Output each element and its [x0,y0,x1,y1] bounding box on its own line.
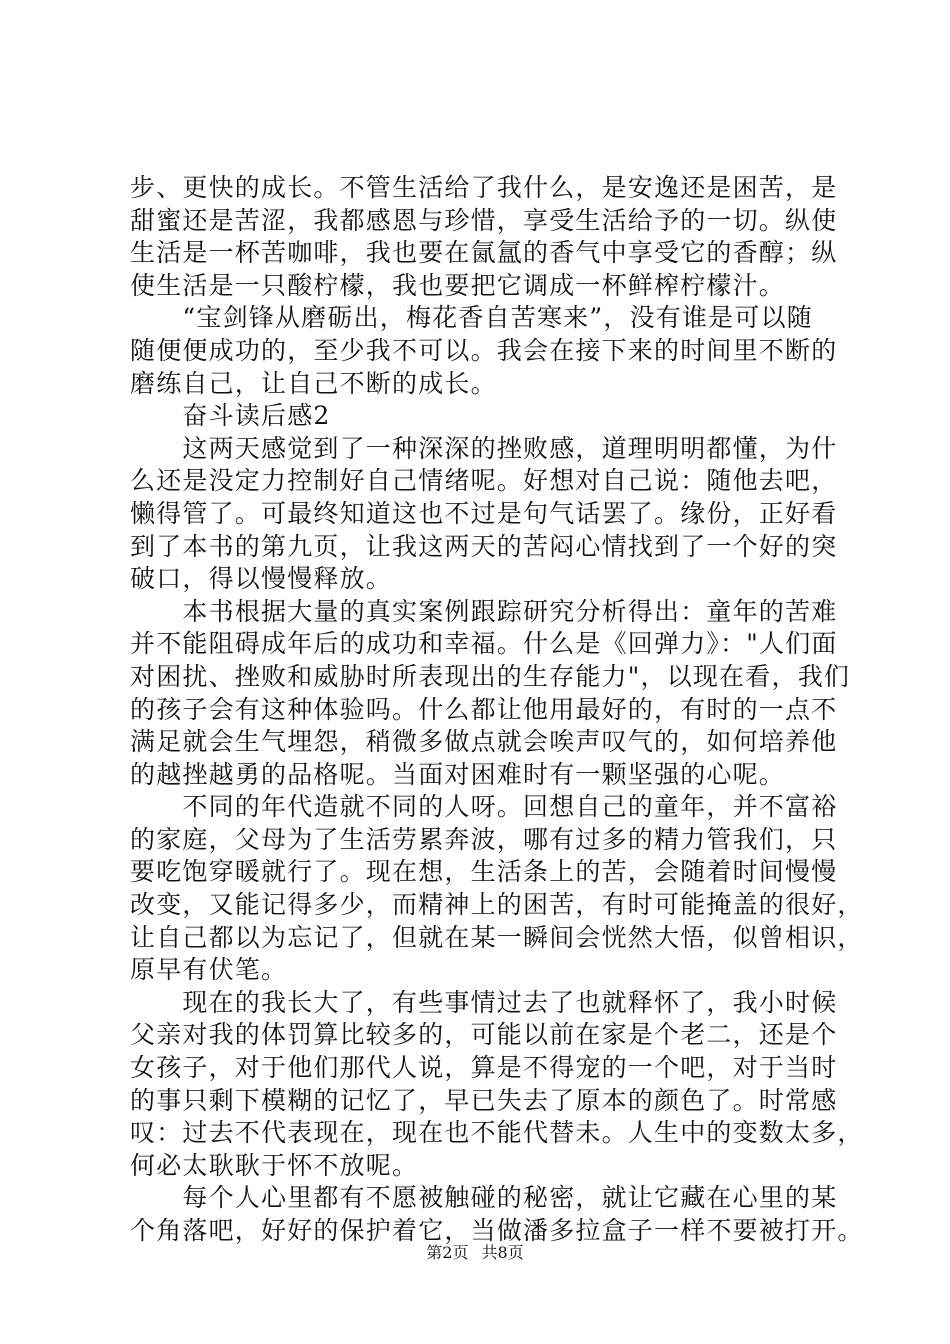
text-line: 这两天感觉到了一种深深的挫败感，道理明明都懂，为什 [130,433,838,463]
text-line: 的事只剩下模糊的记忆了，早已失去了原本的颜色了。时常感 [130,1085,838,1115]
text-line: 父亲对我的体罚算比较多的，可能以前在家是个老二，还是个 [130,1020,838,1050]
text-line: 改变，又能记得多少，而精神上的困苦，有时可能掩盖的很好， [130,890,864,920]
text-line: 不同的年代造就不同的人呀。回想自己的童年，并不富裕 [130,792,838,822]
text-line: 使生活是一只酸柠檬，我也要把它调成一杯鲜榨柠檬汁。 [130,270,786,300]
text-line: 的孩子会有这种体验吗。什么都让他用最好的，有时的一点不 [130,694,838,724]
text-line: 原早有伏笔。 [130,955,288,985]
text-line: 要吃饱穿暖就行了。现在想，生活条上的苦，会随着时间慢慢 [130,857,838,887]
text-line: 满足就会生气埋怨，稍微多做点就会唉声叹气的，如何培养他 [130,727,838,757]
text-line: 到了本书的第九页，让我这两天的苦闷心情找到了一个好的突 [130,531,838,561]
section-heading: 奋斗读后感2 [130,401,331,431]
text-line: 生活是一杯苦咖啡，我也要在氤氲的香气中享受它的香醇；纵 [130,238,838,268]
text-line: 懒得管了。可最终知道这也不过是句气话罢了。缘份，正好看 [130,498,838,528]
page-footer [0,1243,950,1263]
text-line: 的家庭，父母为了生活劳累奔波，哪有过多的精力管我们，只 [130,824,838,854]
text-line: 随便便成功的，至少我不可以。我会在接下来的时间里不断的 [130,335,838,365]
text-line: 每个人心里都有不愿被触碰的秘密，就让它藏在心里的某 [130,1183,838,1213]
text-line: 现在的我长大了，有些事情过去了也就释怀了，我小时候 [130,987,838,1017]
text-line: 让自己都以为忘记了，但就在某一瞬间会恍然大悟，似曾相识， [130,922,864,952]
text-line: 对困扰、挫败和威胁时所表现出的生存能力"，以现在看，我们 [130,661,851,691]
text-line: 么还是没定力控制好自己情绪呢。好想对自己说：随他去吧， [130,466,838,496]
text-line: 本书根据大量的真实案例跟踪研究分析得出：童年的苦难 [130,596,838,626]
page-total: 共8页 [481,1243,524,1262]
text-line: 的越挫越勇的品格呢。当面对困难时有一颗坚强的心呢。 [130,759,786,789]
text-line: 并不能阻碍成年后的成功和幸福。什么是《回弹力》："人们面 [130,629,838,659]
text-line: “宝剑锋从磨砺出，梅花香自苦寒来”，没有谁是可以随 [130,303,813,333]
text-line: 甜蜜还是苦涩，我都感恩与珍惜，享受生活给予的一切。纵使 [130,205,838,235]
text-line: 个角落吧，好好的保护着它，当做潘多拉盒子一样不要被打开。 [130,1216,864,1245]
document-body [130,172,864,1248]
text-line: 叹：过去不代表现在，现在也不能代替未。人生中的变数太多， [130,1118,864,1148]
text-line: 磨练自己，让自己不断的成长。 [130,368,497,398]
page-number: 第2页 [426,1243,469,1262]
text-line: 步、更快的成长。不管生活给了我什么，是安逸还是困苦，是 [130,173,838,202]
text-line: 何必太耿耿于怀不放呢。 [130,1150,419,1180]
text-line: 女孩子，对于他们那代人说，算是不得宠的一个吧，对于当时 [130,1053,838,1083]
text-line: 破口，得以慢慢释放。 [130,564,393,594]
